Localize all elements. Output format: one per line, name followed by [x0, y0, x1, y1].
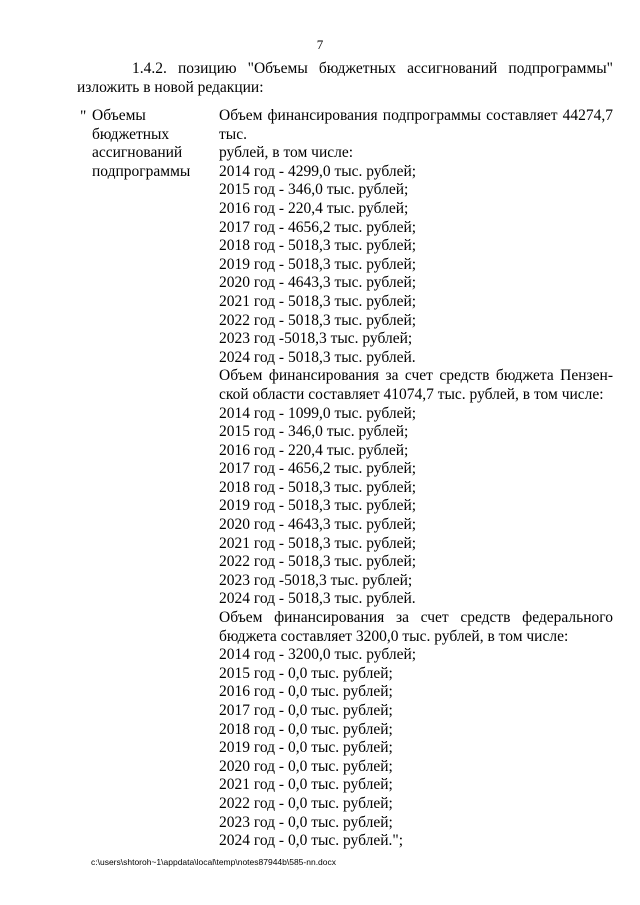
regional-years-list [219, 405, 613, 610]
year-line: 2018 год - 5018,3 тыс. рублей; [219, 237, 417, 255]
year-line: 2021 год - 5018,3 тыс. рублей; [219, 534, 417, 552]
year-line: 2017 год - 4656,2 тыс. рублей; [219, 460, 417, 478]
label-line: подпрограммы [92, 162, 191, 180]
year-line: 2019 год - 5018,3 тыс. рублей; [219, 255, 417, 273]
federal-funding-line-2: бюджета составляет 3200,0 тыс. рублей, в том числе: [219, 627, 569, 645]
year-line: 2024 год - 5018,3 тыс. рублей. [219, 348, 416, 366]
footer-file-path: c:\users\shtoroh~1\appdata\local\temp\notes87944b\585-nn.docx [91, 857, 337, 867]
year-line: 2015 год - 0,0 тыс. рублей; [219, 664, 393, 682]
year-line: 2023 год - 0,0 тыс. рублей; [219, 813, 393, 831]
year-line: 2018 год - 0,0 тыс. рублей; [219, 720, 393, 738]
year-line: 2024 год - 5018,3 тыс. рублей. [219, 590, 416, 608]
year-line: 2019 год - 0,0 тыс. рублей; [219, 739, 393, 757]
position-label [92, 107, 212, 181]
year-line: 2016 год - 220,4 тыс. рублей; [219, 441, 409, 459]
regional-funding-line-1: Объем финансирования за счет средств бюджета Пензен- [219, 367, 613, 385]
year-line: 2017 год - 0,0 тыс. рублей; [219, 702, 393, 719]
regional-funding-line-2: ской области составляет 41074,7 тыс. рублей, в том числе: [219, 385, 604, 403]
total-funding-line-1: Объем финансирования подпрограммы составляет 44274,7 тыс. [219, 107, 613, 143]
year-line: 2022 год - 0,0 тыс. рублей; [219, 794, 393, 812]
year-line: 2023 год -5018,3 тыс. рублей; [219, 571, 413, 589]
year-line: 2015 год - 346,0 тыс. рублей; [219, 181, 409, 199]
year-line: 2014 год - 4299,0 тыс. рублей; [219, 162, 417, 180]
funding-content [219, 107, 613, 851]
year-line: 2018 год - 5018,3 тыс. рублей; [219, 478, 417, 496]
page-number: 7 [316, 37, 324, 52]
year-line: 2023 год -5018,3 тыс. рублей; [219, 330, 413, 348]
federal-funding-line-1: Объем финансирования за счет средств федерального [219, 609, 613, 627]
intro-line-1: 1.4.2. позицию "Объемы бюджетных ассигнований подпрограммы" [132, 60, 613, 77]
total-years-list [219, 163, 613, 368]
year-line: 2021 год - 0,0 тыс. рублей; [219, 776, 393, 794]
year-line: 2022 год - 5018,3 тыс. рублей; [219, 553, 417, 571]
label-line: бюджетных [92, 125, 170, 143]
year-line: 2019 год - 5018,3 тыс. рублей; [219, 497, 417, 515]
intro-paragraph [77, 60, 613, 97]
intro-line-2: изложить в новой редакции: [77, 78, 264, 96]
year-line: 2024 год - 0,0 тыс. рублей."; [219, 832, 404, 850]
opening-quote-mark: " [80, 108, 87, 125]
year-line: 2021 год - 5018,3 тыс. рублей; [219, 292, 417, 310]
year-line: 2020 год - 0,0 тыс. рублей; [219, 757, 393, 775]
year-line: 2022 год - 5018,3 тыс. рублей; [219, 311, 417, 329]
label-line: Объемы [92, 107, 146, 124]
total-funding-line-2: рублей, в том числе: [219, 144, 354, 162]
year-line: 2020 год - 4643,3 тыс. рублей; [219, 274, 417, 292]
year-line: 2016 год - 0,0 тыс. рублей; [219, 683, 393, 701]
year-line: 2020 год - 4643,3 тыс. рублей; [219, 516, 417, 534]
year-line: 2014 год - 3200,0 тыс. рублей; [219, 646, 417, 664]
year-line: 2017 год - 4656,2 тыс. рублей; [219, 218, 417, 236]
year-line: 2016 год - 220,4 тыс. рублей; [219, 199, 409, 217]
federal-years-list [219, 646, 613, 851]
year-line: 2014 год - 1099,0 тыс. рублей; [219, 404, 417, 422]
year-line: 2015 год - 346,0 тыс. рублей; [219, 423, 409, 441]
label-line: ассигнований [92, 144, 183, 161]
